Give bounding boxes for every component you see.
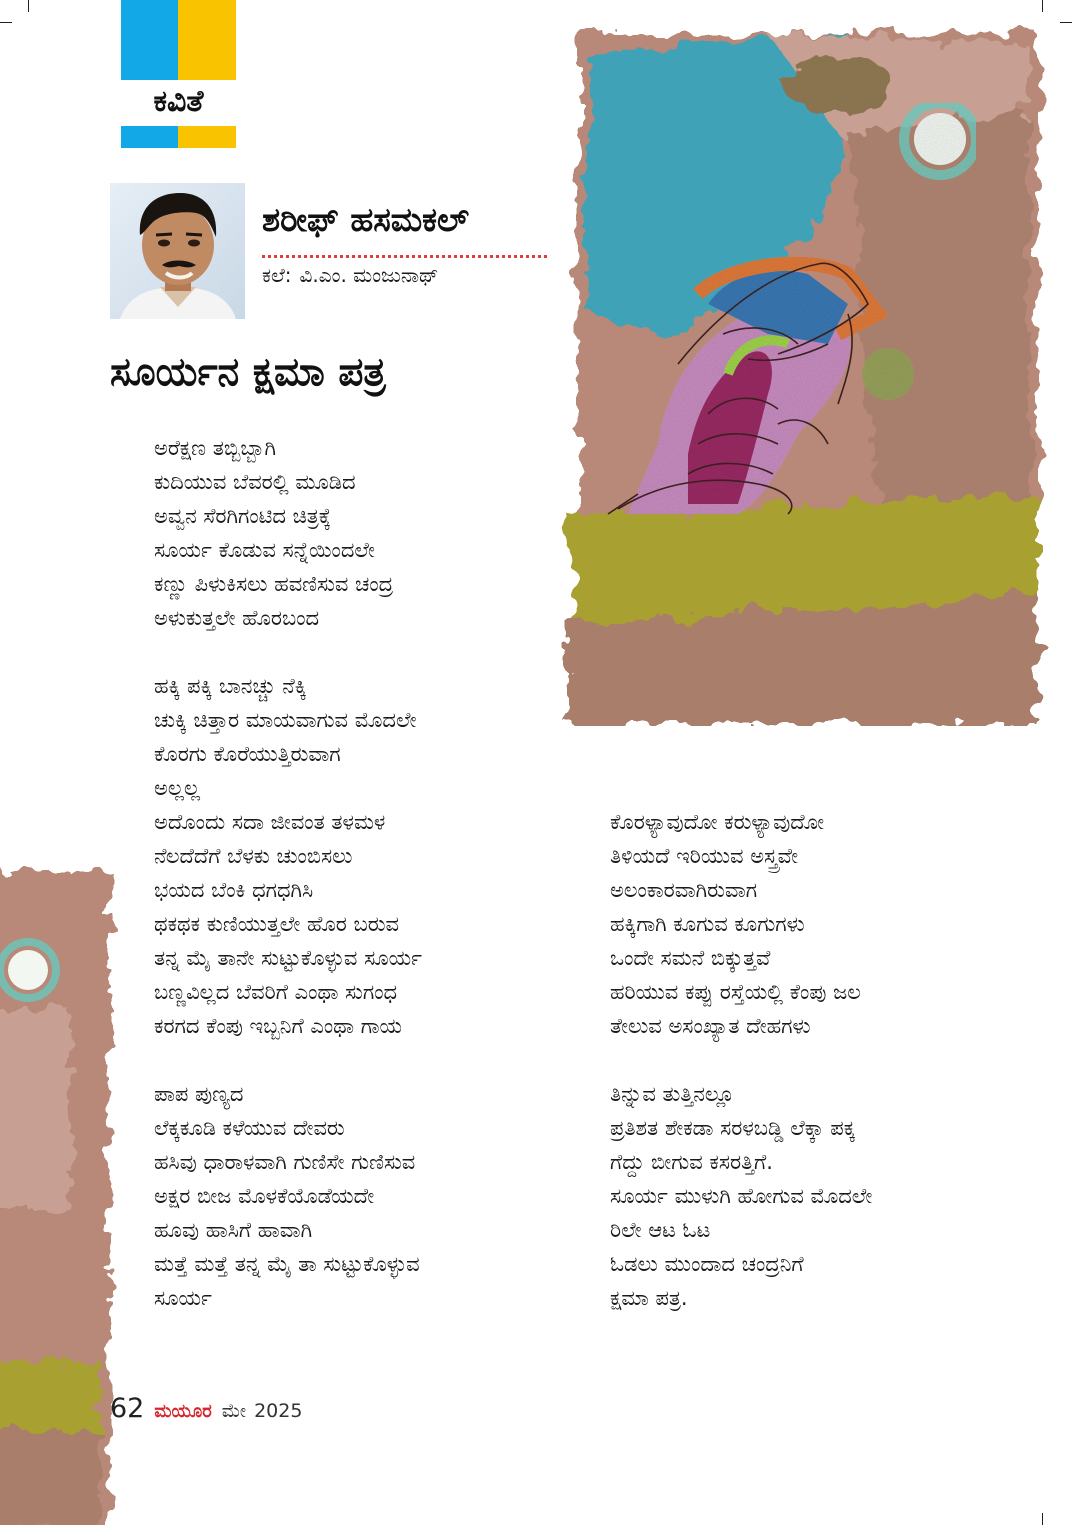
- magazine-logo: ಮಯೂರ: [154, 1401, 212, 1422]
- poem-line: ರಿಲೇ ಆಟ ಓಟ: [610, 1218, 711, 1242]
- badge-yellow-strip: [178, 126, 236, 148]
- poem-title: ಸೂರ್ಯನ ಕ್ಷಮಾ ಪತ್ರ: [110, 350, 386, 395]
- poem-line: ಅರೆಕ್ಷಣ ತಬ್ಬಿಬ್ಬಾಗಿ: [154, 436, 277, 460]
- poem-line: ಭಯದ ಬೆಂಕಿ ಧಗಧಗಿಸಿ: [154, 878, 314, 902]
- poem-line: ಒಂದೇ ಸಮನೆ ಬಿಕ್ಕುತ್ತವೆ: [610, 946, 771, 970]
- poem-line: ಥಕಥಕ ಕುಣಿಯುತ್ತಲೇ ಹೊರ ಬರುವ: [154, 912, 400, 936]
- poem-line: ಸೂರ್ಯ ಕೊಡುವ ಸನ್ನೆಯಿಂದಲೇ: [154, 538, 375, 562]
- poem-line: ಹೂವು ಹಾಸಿಗೆ ಹಾವಾಗಿ: [154, 1218, 313, 1242]
- poem-line: ತಿನ್ನುವ ತುತ್ತಿನಲ್ಲೂ: [610, 1082, 735, 1106]
- crop-mark: [28, 0, 29, 12]
- section-label: ಕವಿತೆ: [153, 84, 204, 119]
- page-footer: [110, 1393, 302, 1424]
- poem-line: ಹರಿಯುವ ಕಪ್ಪು ರಸ್ತೆಯಲ್ಲಿ ಕೆಂಪು ಜಲ: [610, 980, 861, 1004]
- badge-blue-strip: [121, 126, 178, 148]
- crop-mark: [1042, 1513, 1043, 1525]
- stanza-break: [154, 1043, 422, 1077]
- poem-line: ಹಕ್ಕಿ ಪಕ್ಕಿ ಬಾನಚ್ಚು ನೆಕ್ಕಿ: [154, 674, 307, 698]
- page-number: 62: [110, 1393, 145, 1424]
- stanza-break: [154, 635, 422, 669]
- poem-line: ಬಣ್ಣವಿಲ್ಲದ ಬೆವರಿಗೆ ಎಂಥಾ ಸುಗಂಧ: [154, 980, 398, 1004]
- poem-column-right: [610, 805, 872, 1315]
- poem-line: ತನ್ನ ಮೈ ತಾನೇ ಸುಟ್ಟುಕೊಳ್ಳುವ ಸೂರ್ಯ: [154, 946, 423, 970]
- issue-month: ಮೇ: [221, 1400, 247, 1422]
- poem-line: ಹಕ್ಕಿಗಾಗಿ ಕೂಗುವ ಕೂಗುಗಳು: [610, 912, 805, 936]
- stanza-break: [610, 1043, 872, 1077]
- section-badge: [121, 0, 236, 148]
- art-credit: [262, 263, 438, 287]
- poem-line: ಅಕ್ಷರ ಬೀಜ ಮೊಳಕೆಯೊಡೆಯದೇ: [154, 1184, 375, 1208]
- poem-line: ನೆಲದೆದೆಗೆ ಬೆಳಕು ಚುಂಬಿಸಲು: [154, 844, 353, 868]
- crop-mark: [1042, 0, 1043, 12]
- poem-line: ಅಲಂಕಾರವಾಗಿರುವಾಗ: [610, 878, 758, 902]
- poem-line: ಕೊರಗು ಕೊರೆಯುತ್ತಿರುವಾಗ: [154, 742, 341, 766]
- poem-line: ಚುಕ್ಕಿ ಚಿತ್ತಾರ ಮಾಯವಾಗುವ ಮೊದಲೇ: [154, 708, 417, 732]
- poem-line: ಕರಗದ ಕೆಂಪು ಇಬ್ಬನಿಗೆ ಎಂಥಾ ಗಾಯ: [154, 1014, 403, 1038]
- crop-mark: [0, 22, 12, 23]
- artwork-illustration: [548, 14, 1050, 726]
- poem-line: ಸೂರ್ಯ: [154, 1286, 212, 1310]
- badge-blue-block: [121, 0, 178, 80]
- poem-line: ಅದೊಂದು ಸದಾ ಜೀವಂತ ತಳಮಳ: [154, 810, 386, 834]
- author-photo: [110, 183, 245, 319]
- poem-line: ಅಲ್ಲಲ್ಲ: [154, 776, 201, 800]
- poem-line: ಅವ್ವನ ಸೆರಗಿಗಂಟಿದ ಚಿತ್ರಕ್ಕೆ: [154, 504, 332, 528]
- poem-line: ಕುದಿಯುವ ಬೆವರಲ್ಲಿ ಮೂಡಿದ: [154, 470, 356, 494]
- issue-year: 2025: [254, 1400, 303, 1422]
- poem-line: ಲೆಕ್ಕಕೂಡಿ ಕಳೆಯುವ ದೇವರು: [154, 1116, 345, 1140]
- poem-line: ಹಸಿವು ಧಾರಾಳವಾಗಿ ಗುಣಿಸೇ ಗುಣಿಸುವ: [154, 1150, 416, 1174]
- poem-line: ತೇಲುವ ಅಸಂಖ್ಯಾತ ದೇಹಗಳು: [610, 1014, 811, 1038]
- poem-line: ಪಾಪ ಪುಣ್ಯದ: [154, 1082, 244, 1106]
- poem-line: ಓಡಲು ಮುಂದಾದ ಚಂದ್ರನಿಗೆ: [610, 1252, 804, 1276]
- poem-line: ಸೂರ್ಯ ಮುಳುಗಿ ಹೋಗುವ ಮೊದಲೇ: [610, 1184, 873, 1208]
- poem-line: ಅಳುಕುತ್ತಲೇ ಹೊರಬಂದ: [154, 606, 320, 630]
- poem-line: ಪ್ರತಿಶತ ಶೇಕಡಾ ಸರಳಬಡ್ಡಿ ಲೆಕ್ಕಾ ಪಕ್ಕ: [610, 1116, 856, 1140]
- poem-line: ತಿಳಿಯದೆ ಇರಿಯುವ ಅಸ್ತ್ರವೇ: [610, 844, 798, 868]
- crop-mark: [1060, 22, 1072, 23]
- poem-line: ಕ್ಷಮಾ ಪತ್ರ.: [610, 1286, 688, 1310]
- poem-line: ಕಣ್ಣು ಪಿಳುಕಿಸಲು ಹವಣಿಸುವ ಚಂದ್ರ: [154, 572, 394, 596]
- credit-artist: ವಿ.ಎಂ. ಮಂಜುನಾಥ್: [299, 263, 439, 287]
- author-name: ಶರೀಫ್ ಹಸಮಕಲ್: [262, 200, 470, 239]
- badge-yellow-block: [178, 0, 236, 80]
- credit-label: ಕಲೆ:: [262, 263, 292, 287]
- poem-line: ಮತ್ತೆ ಮತ್ತೆ ತನ್ನ ಮೈ ತಾ ಸುಟ್ಟುಕೊಳ್ಳುವ: [154, 1252, 420, 1276]
- artwork-fragment: [0, 860, 122, 1525]
- author-divider: [262, 255, 547, 258]
- poem-line: ಗೆದ್ದು ಬೀಗುವ ಕಸರತ್ತಿಗೆ.: [610, 1150, 773, 1174]
- poem-column-left: [154, 431, 422, 1315]
- poem-line: ಕೊರಳ್ಯಾವುದೋ ಕರುಳ್ಯಾವುದೋ: [610, 810, 825, 834]
